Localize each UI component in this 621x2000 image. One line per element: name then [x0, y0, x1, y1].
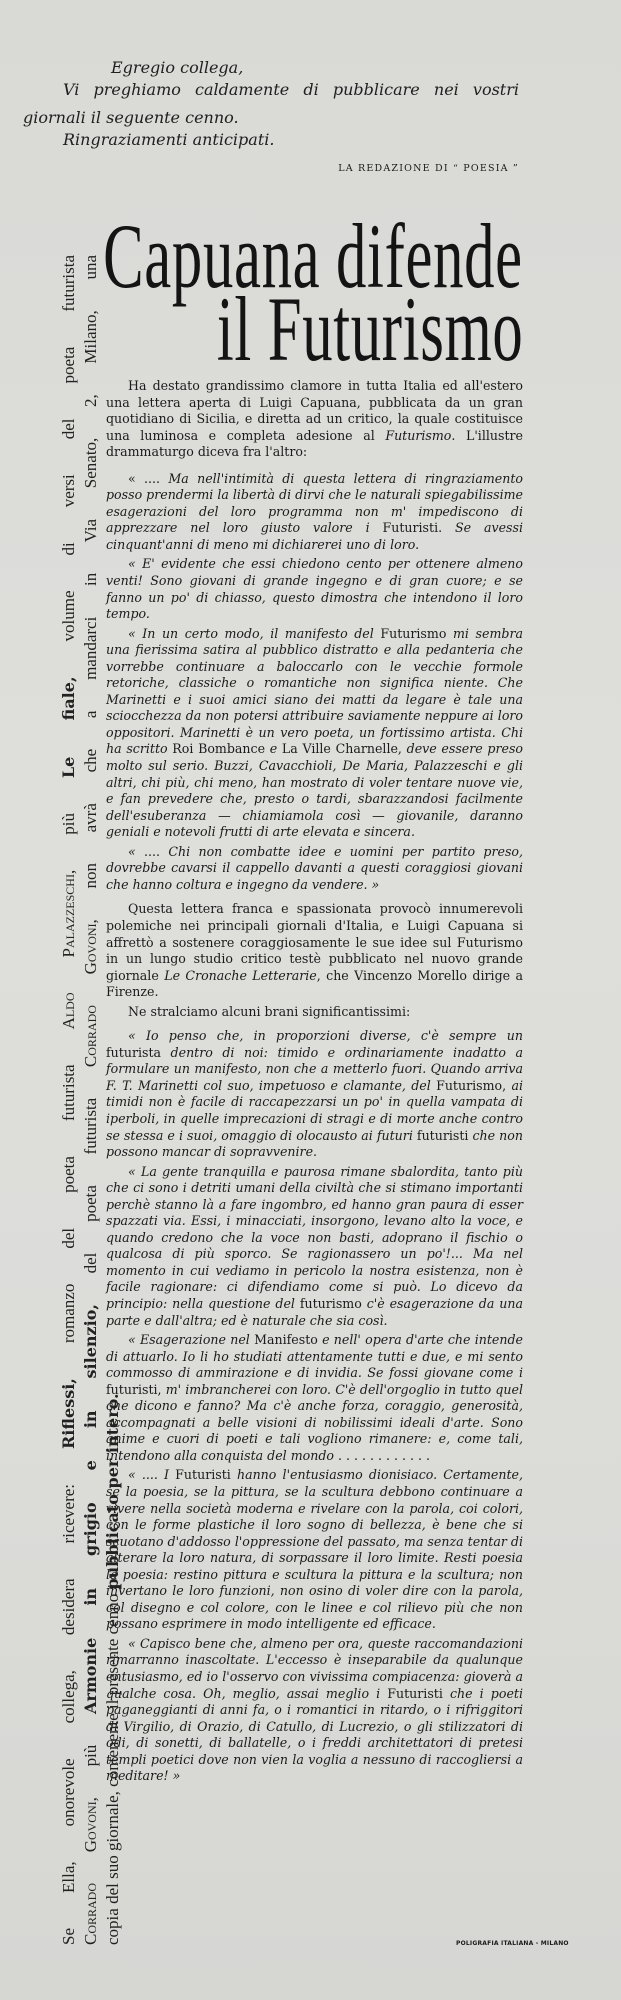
quoted-paragraph [106, 1164, 523, 1329]
text-run: Manifesto [254, 1332, 318, 1348]
text-run: Futurismo, [436, 1077, 507, 1093]
text-run: « .... I [128, 1467, 176, 1483]
notice-text: volume di versi del poeta futurista [59, 255, 78, 677]
text-run: futuristi [416, 1127, 469, 1143]
text-run: « Capisco bene che, almeno per ora, queste raccomandazioni rimarranno inascoltate. L'eccesso è inseparabile da qualunque entusiasmo, ed io l'osservo con vivissima compiacenza: gioverà a qualche cosa. Oh, meglio, assai meglio i [106, 1635, 523, 1701]
notice-emphasis: pubblicato per intero. [103, 1393, 122, 1590]
author-name: Aldo Palazzeschi [59, 874, 78, 1030]
article-paragraph [106, 901, 523, 1000]
article-paragraph [106, 378, 523, 461]
book-title: Riflessi, [59, 1378, 78, 1449]
text-run: m' imbrancherei con loro. C'è dell'orgoglio in tutto quel che dicono e fanno? Ma c'è anche forza, coraggio, generosità, accompagnati a belle visioni di nobilissimi ideali d'arte. Sono anime e cuori di poeti e tali vogliono rimanere: e, come tali, intendono alla conquista del mondo . . . . . . . . . . . . [106, 1381, 523, 1463]
printer-imprint: POLIGRAFIA ITALIANA - MILANO [456, 1940, 569, 1947]
notice-text: , non avrà che a mandarci in Via Senato, 2, Milano, una [81, 255, 100, 924]
quoted-paragraph [106, 1467, 523, 1632]
text-run: Ma nell'intimità di questa lettera di ringraziamento posso prendermi la libertà di dirvi che le naturali spiegabilissime esagerazioni del loro programma non m' impediscono di apprezzare nel loro giusto valore i [106, 470, 523, 536]
text-run: mi sembra una fierissima satira al pubblico distratto e alla pedanteria che vorrebbe continuare a baloccarlo con le vecchie formole retoriche, classiche o romantiche non significa niente. Che Marinetti e i suoi amici siano dei matti da legare è tale una sciocchezza da non potersi attribuire saviamente neppure ai loro oppositori. Marinetti è un vero poeta, un fortissimo artista. Chi ha scritto [106, 625, 523, 757]
quoted-paragraph [106, 1636, 523, 1785]
quoted-paragraph [106, 844, 523, 894]
text-run: futurista [106, 1044, 162, 1060]
text-run: « E' evidente che essi chiedono cento per ottenere almeno venti! Sono giovani di grande ingegno e di gran cuore; e se fanno un po' di chiasso, questo dimostra che intendono il loro tempo. [106, 556, 523, 622]
text-run: Futurismo [385, 427, 452, 443]
headline-line-2: il Futurismo [216, 278, 523, 380]
notice-text: , più [81, 1714, 100, 1802]
text-run: che i poeti paganeggianti di anni fa, o i romantici in ritardo, o i rifriggitori di Virgilio, di Orazio, di Catullo, di Lucrezio, o gli stilizzatori di odi, di sonetti, di ballatelle, o i freddi architettatori di pretesi templi poetici dove non vien la voglia a nessuno di raccogliersi a meditare! » [106, 1685, 523, 1784]
notice-text: , più [59, 778, 78, 875]
text-run: ai timidi non è facile di raccapezzarsi un po' in quella vampata di iperboli, in quelle imprecazioni di stragi e di morte anche contro se stessa e i suoi, omaggio di olocausto ai futuri [106, 1077, 523, 1143]
text-run: Ha destato grandissimo clamore in tutta Italia ed all'estero una lettera aperta di Luigi Capuana, pubblicata da un gran quotidiano di Sicilia, e diretta ad un critico, la quale costituisce una luminosa e completa adesione al [106, 378, 523, 443]
text-run: Ne stralciamo alcuni brani significantissimi: [128, 1003, 411, 1019]
sidebar-notice [58, 255, 124, 1945]
author-name: Corrado Govoni [81, 923, 100, 1068]
text-run: Futuristi. [382, 520, 455, 536]
text-run: « Esagerazione nel [128, 1332, 255, 1348]
article-paragraph [106, 1004, 523, 1021]
text-run: « .... [128, 470, 169, 486]
letter-greeting: Egregio collega, [111, 58, 244, 77]
text-run: « Io penso che, in proporzioni diverse, c'è sempre un [128, 1028, 523, 1044]
notice-text: del poeta futurista [81, 1067, 100, 1305]
text-run: . L'illustre drammaturgo diceva fra l'altro: [106, 427, 523, 460]
book-title: Armonie in grigio e in silenzio, [81, 1304, 100, 1715]
letter-line: Vi preghiamo caldamente di pubblicare nei vostri [63, 80, 519, 99]
text-run: Se avessi cinquant'anni di meno mi dichiarerei uno di loro. [106, 520, 523, 552]
text-run: Le Cronache Letterarie [164, 967, 317, 983]
letter-line: Ringraziamenti anticipati. [63, 130, 275, 149]
notice-line-1 [58, 255, 80, 1945]
author-name: Corrado Govoni [81, 1801, 100, 1945]
quoted-paragraph [106, 626, 523, 841]
text-run: , che Vincenzo Morello dirige a Firenze. [106, 967, 523, 1000]
book-title: Le fiale, [59, 676, 78, 779]
headline-line-1: Capuana difende [103, 205, 523, 307]
text-run: c'è esagerazione da una parte e dall'altra; ed è naturale che sia così. [106, 1295, 523, 1328]
article-body [106, 378, 523, 1788]
text-run: e [265, 741, 282, 757]
letter-signature: LA REDAZIONE DI “ POESIA ” [338, 163, 519, 174]
notice-line-3 [102, 255, 124, 1945]
text-run: che non possono mancar di sopravvenire. [106, 1127, 523, 1160]
text-run: « .... Chi non combatte idee e uomini per partito preso, dovrebbe cavarsi il cappello davanti a questi coraggiosi giovani che hanno coltura e ingegno da vendere. » [106, 843, 523, 892]
notice-line-2 [80, 255, 102, 1945]
quoted-paragraph [106, 1028, 523, 1160]
text-run: hanno l'entusiasmo dionisiaco. Certamente, se la poesia, se la pittura, se la scultura debbono continuare a vivere nella società moderna e rivelare con la parola, coi colori, con le forme plastiche il loro sogno di bellezza, è bene che si scuotano d'addosso l'oppressione del passato, ma senza tentar di alterare la loro natura, di sorpassare il loro limite. Resti poesia la poesia: restino pittura e scultura la pittura e la scultura; non invertano le loro funzioni, non osino di voler dire con la parola, col disegno e col colore, con le linee e col rilievo più che non possano esprimere in modo intelligente ed efficace. [106, 1467, 523, 1632]
text-run: « La gente tranquilla e paurosa rimane sbalordita, tanto più che ci sono i detriti umani della civiltà che si stimano importanti perchè stanno là a fare ingombro, ed hanno gran paura di esser spazzati via. Essi, i minacciati, insorgono, levano alto la voce, e quando credono che la voce non basti, adoprano il fischio o qualcosa di più sporco. Se ragionassero un po'!... Ma nel momento in cui vediamo in pericolo la nostra esistenza, non è facile ragionare: ci difendiamo come si può. Lo dicevo da principio: nella questione del [106, 1163, 523, 1311]
notice-text: Se Ella, onorevole collega, desidera ricevere: [59, 1448, 78, 1945]
text-run: Roi Bombance [172, 741, 266, 757]
text-run: deve essere preso molto sul serio. Buzzi, Cavacchioli, De Maria, Palazzeschi e gli altri, chi più, chi meno, han mostrato di voler tentare nuove vie, e fan prevedere che, presto o tardi, sbarazzandosi facilmente dell'esuberanza — chiamiamola così — giovanile, daranno geniali e notevoli frutti di arte elevata e sincera. [106, 741, 523, 840]
text-run: « In un certo modo, il manifesto del [128, 625, 381, 641]
text-run: Futurismo [380, 625, 447, 641]
text-run: dentro di noi: timido e ordinariamente inadatto a formulare un manifesto, non che a metterlo fuori. Quando arriva F. T. Marinetti col suo, impetuoso e clamante, del [106, 1044, 523, 1093]
quoted-paragraph [106, 556, 523, 622]
text-run: Futuristi [387, 1685, 443, 1701]
quoted-paragraph [106, 471, 523, 554]
text-run: Questa lettera franca e spassionata provocò innumerevoli polemiche nei principali giornali d'Italia, e Luigi Capuana si affrettò a sostenere coraggiosamente le sue idee sul Futurismo in un lungo studio critico testè pubblicato nel nuovo grande giornale [106, 901, 523, 983]
notice-text: romanzo del poeta futurista [59, 1029, 78, 1379]
text-run: La Ville Charnelle, [281, 741, 402, 757]
letter-line: giornali il seguente cenno. [23, 108, 239, 127]
text-run: futuristi, [106, 1381, 162, 1397]
text-run: futurismo [299, 1295, 362, 1311]
notice-text: copia del suo giornale, contenente il presente cenno [103, 1589, 122, 1945]
text-run: Futuristi [175, 1467, 231, 1483]
quoted-paragraph [106, 1332, 523, 1464]
text-run: e nell' opera d'arte che intende di attuarlo. Io li ho studiati attentamente tutti e due, e mi sento commosso di ammirazione e di invidia. Se fossi giovane come i [106, 1332, 523, 1381]
